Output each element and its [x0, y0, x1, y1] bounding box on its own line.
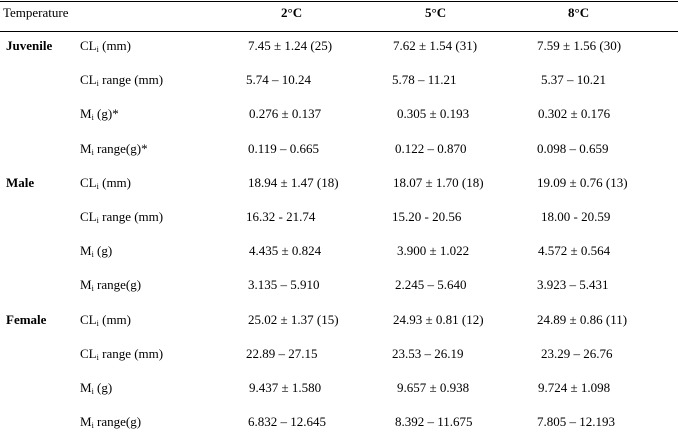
row-label-base: M [80, 414, 92, 429]
row-label-base: M [80, 277, 92, 292]
row-label-base: CL [80, 175, 97, 190]
value-cell: 9.437 ± 1.580 [249, 380, 322, 395]
value-cell: 0.305 ± 0.193 [397, 106, 470, 121]
row-label [80, 346, 163, 362]
row-label-subscript: i [96, 353, 99, 362]
value-cell: 5.74 – 10.24 [246, 72, 311, 87]
row-label [80, 106, 119, 122]
row-label-base: M [80, 141, 92, 156]
row-label-suffix: (g)* [93, 106, 119, 121]
value-cell: 7.45 ± 1.24 (25) [248, 38, 333, 53]
value-cell: 7.62 ± 1.54 (31) [393, 38, 478, 53]
row-label-subscript: i [91, 250, 94, 259]
row-label [80, 243, 112, 259]
value-cell: 9.724 ± 1.098 [538, 380, 611, 395]
row-label-base: M [80, 243, 92, 258]
value-cell: 7.59 ± 1.56 (30) [537, 38, 622, 53]
value-cell: 24.89 ± 0.86 (11) [537, 312, 628, 327]
row-label-base: CL [80, 346, 97, 361]
value-cell: 4.435 ± 0.824 [249, 243, 322, 258]
row-label-subscript: i [96, 182, 99, 191]
row-label [80, 209, 163, 225]
value-cell: 18.07 ± 1.70 (18) [393, 175, 484, 190]
value-cell: 3.135 – 5.910 [248, 277, 320, 292]
row-label [80, 380, 112, 396]
row-label [80, 312, 131, 328]
value-cell: 6.832 – 12.645 [248, 414, 326, 429]
row-label-subscript: i [91, 387, 94, 396]
top-rule [0, 1, 678, 2]
row-label [80, 277, 141, 293]
value-cell: 0.098 – 0.659 [537, 141, 609, 156]
row-label-base: CL [80, 209, 97, 224]
value-cell: 0.302 ± 0.176 [538, 106, 611, 121]
row-label-suffix: (g) [93, 380, 113, 395]
value-cell: 5.37 – 10.21 [541, 72, 606, 87]
temp-header-2c: 2°C [281, 5, 303, 20]
temp-header-8c: 8°C [568, 5, 590, 20]
row-label-suffix: (mm) [98, 312, 131, 327]
row-label-suffix: range(g) [93, 414, 142, 429]
row-label-subscript: i [91, 284, 94, 293]
temp-header-5c: 5°C [425, 5, 447, 20]
group-label: Female [6, 312, 47, 327]
value-cell: 23.29 – 26.76 [541, 346, 613, 361]
value-cell: 22.89 – 27.15 [246, 346, 318, 361]
row-label-subscript: i [91, 421, 94, 430]
row-label-subscript: i [96, 79, 99, 88]
value-cell: 16.32 - 21.74 [246, 209, 316, 224]
row-label-suffix: range (mm) [98, 209, 164, 224]
row-label-suffix: range(g)* [93, 141, 148, 156]
value-cell: 15.20 - 20.56 [392, 209, 462, 224]
value-cell: 23.53 – 26.19 [392, 346, 464, 361]
value-cell: 0.122 – 0.870 [395, 141, 467, 156]
value-cell: 9.657 ± 0.938 [397, 380, 470, 395]
row-label-suffix: (g) [93, 243, 113, 258]
row-label [80, 175, 131, 191]
group-label: Male [6, 175, 35, 190]
value-cell: 24.93 ± 0.81 (12) [393, 312, 484, 327]
row-label [80, 38, 131, 54]
row-label-subscript: i [96, 45, 99, 54]
row-label-subscript: i [91, 113, 94, 122]
row-label-base: M [80, 380, 92, 395]
row-label-subscript: i [96, 319, 99, 328]
value-cell: 0.276 ± 0.137 [249, 106, 322, 121]
row-label [80, 72, 163, 88]
row-label-suffix: range (mm) [98, 72, 164, 87]
row-label-suffix: (mm) [98, 38, 131, 53]
row-label-subscript: i [96, 216, 99, 225]
value-cell: 4.572 ± 0.564 [538, 243, 611, 258]
row-label-suffix: (mm) [98, 175, 131, 190]
value-cell: 2.245 – 5.640 [395, 277, 467, 292]
row-label [80, 141, 148, 157]
value-cell: 0.119 – 0.665 [248, 141, 320, 156]
value-cell: 18.00 - 20.59 [541, 209, 611, 224]
temperature-label: Temperature [3, 5, 69, 20]
row-label-suffix: range (mm) [98, 346, 164, 361]
row-label-base: M [80, 106, 92, 121]
row-label-suffix: range(g) [93, 277, 142, 292]
row-label [80, 414, 141, 430]
value-cell: 18.94 ± 1.47 (18) [248, 175, 339, 190]
group-label: Juvenile [6, 38, 53, 53]
value-cell: 3.923 – 5.431 [537, 277, 609, 292]
value-cell: 3.900 ± 1.022 [397, 243, 470, 258]
value-cell: 5.78 – 11.21 [392, 72, 457, 87]
value-cell: 25.02 ± 1.37 (15) [248, 312, 339, 327]
value-cell: 7.805 – 12.193 [537, 414, 615, 429]
row-label-subscript: i [91, 148, 94, 157]
value-cell: 19.09 ± 0.76 (13) [537, 175, 628, 190]
row-label-base: CL [80, 38, 97, 53]
header-rule [0, 31, 678, 32]
row-label-base: CL [80, 312, 97, 327]
value-cell: 8.392 – 11.675 [395, 414, 473, 429]
row-label-base: CL [80, 72, 97, 87]
